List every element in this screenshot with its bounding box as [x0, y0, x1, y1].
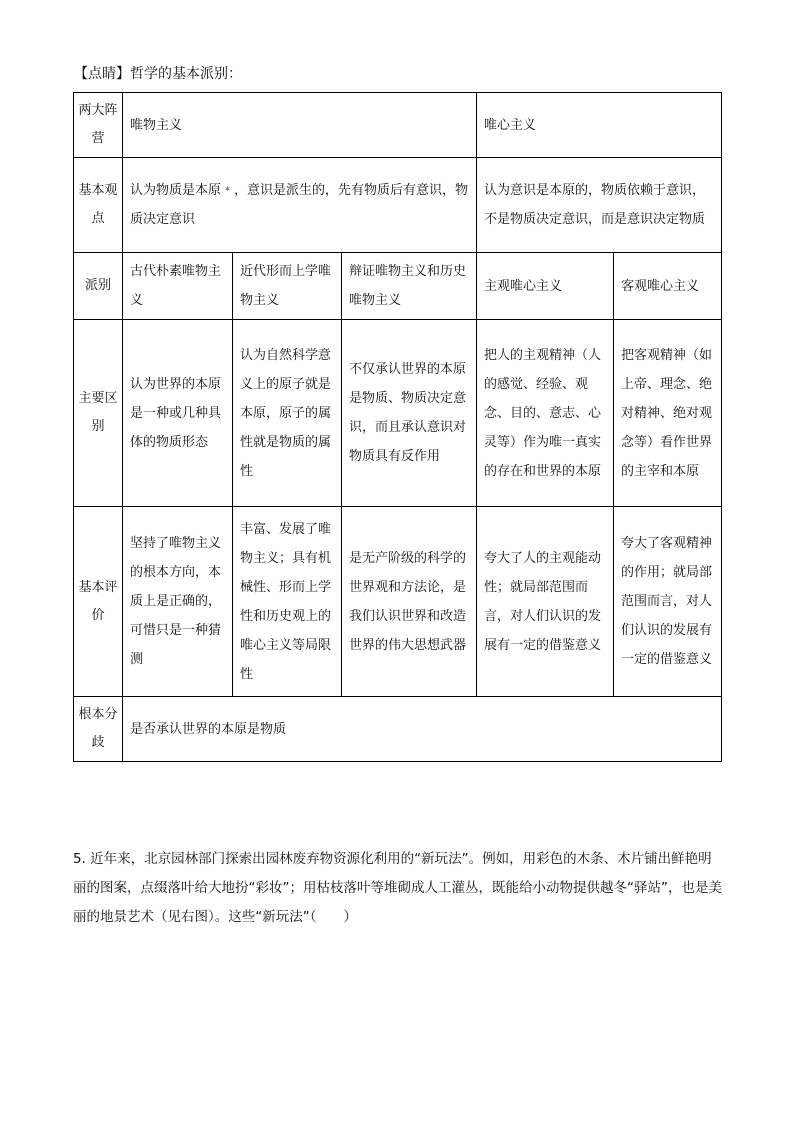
table-row-basic-view: [74, 158, 722, 253]
cell-idealism: 唯心主义: [477, 93, 722, 158]
row-header-fundamental-divergence: 根本分歧: [74, 697, 123, 762]
cell-diff-ancient: 认为世界的本原是一种或几种具体的物质形态: [123, 320, 233, 507]
section-heading: 【点睛】哲学的基本派别：: [74, 66, 242, 82]
table-row-schools: [74, 253, 722, 320]
row-header-basic-view: 基本观点: [74, 158, 123, 253]
cell-diff-subjective: 把人的主观精神（人的感觉、经验、观念、目的、意志、心灵等）作为唯一真实的存在和世界的本原: [477, 320, 614, 507]
cell-materialism: 唯物主义: [123, 93, 477, 158]
cell-diff-dialectical: 不仅承认世界的本原是物质、物质决定意识，而且承认意识对物质具有反作用: [342, 320, 477, 507]
cell-eval-subjective: 夸大了人的主观能动性；就局部范围而言，对人们认识的发展有一定的借鉴意义: [477, 507, 614, 697]
cell-diff-metaphysical: 认为自然科学意义上的原子就是本原，原子的属性就是物质的属性: [233, 320, 342, 507]
cell-school-subjective: 主观唯心主义: [477, 253, 614, 320]
cell-eval-objective: 夸大了客观精神的作用；就局部范围而言，对人们认识的发展有一定的借鉴意义: [614, 507, 722, 697]
row-header-camps: 两大阵营: [74, 93, 123, 158]
table-row-camps: [74, 93, 722, 158]
philosophy-schools-table: [73, 92, 722, 762]
table-row-main-difference: [74, 320, 722, 507]
cell-eval-ancient: 坚持了唯物主义的根本方向，本质上是正确的，可惜只是一种猜测: [123, 507, 233, 697]
table-row-evaluation: [74, 507, 722, 697]
row-header-schools: 派别: [74, 253, 123, 320]
cell-school-metaphysical: 近代形而上学唯物主义: [233, 253, 342, 320]
row-header-main-difference: 主要区别: [74, 320, 123, 507]
cell-materialism-view: 认为物质是本原﹡，意识是派生的，先有物质后有意识，物质决定意识: [123, 158, 477, 253]
cell-school-objective: 客观唯心主义: [614, 253, 722, 320]
cell-diff-objective: 把客观精神（如上帝、理念、绝对精神、绝对观念等）看作世界的主宰和本原: [614, 320, 722, 507]
cell-divergence: 是否承认世界的本原是物质: [123, 697, 722, 762]
cell-idealism-view: 认为意识是本原的，物质依赖于意识，不是物质决定意识，而是意识决定物质: [477, 158, 722, 253]
cell-eval-metaphysical: 丰富、发展了唯物主义；具有机械性、形而上学性和历史观上的唯心主义等局限性: [233, 507, 342, 697]
row-header-evaluation: 基本评价: [74, 507, 123, 697]
question-5-text: 5. 近年来，北京园林部门探索出园林废弃物资源化利用的“新玩法”。例如，用彩色的木条、木片铺出鲜艳明丽的图案，点缀落叶给大地扮“彩妆”；用枯枝落叶等堆砌成人工灌丛，既能给小动物提供越冬“驿站”，也是美丽的地景艺术（见右图）。这些“新玩法”（ ）: [73, 851, 722, 925]
cell-school-ancient: 古代朴素唯物主义: [123, 253, 233, 320]
table-row-fundamental-divergence: [74, 697, 722, 762]
cell-school-dialectical: 辩证唯物主义和历史唯物主义: [342, 253, 477, 320]
cell-eval-dialectical: 是无产阶级的科学的世界观和方法论，是我们认识世界和改造世界的伟大思想武器: [342, 507, 477, 697]
